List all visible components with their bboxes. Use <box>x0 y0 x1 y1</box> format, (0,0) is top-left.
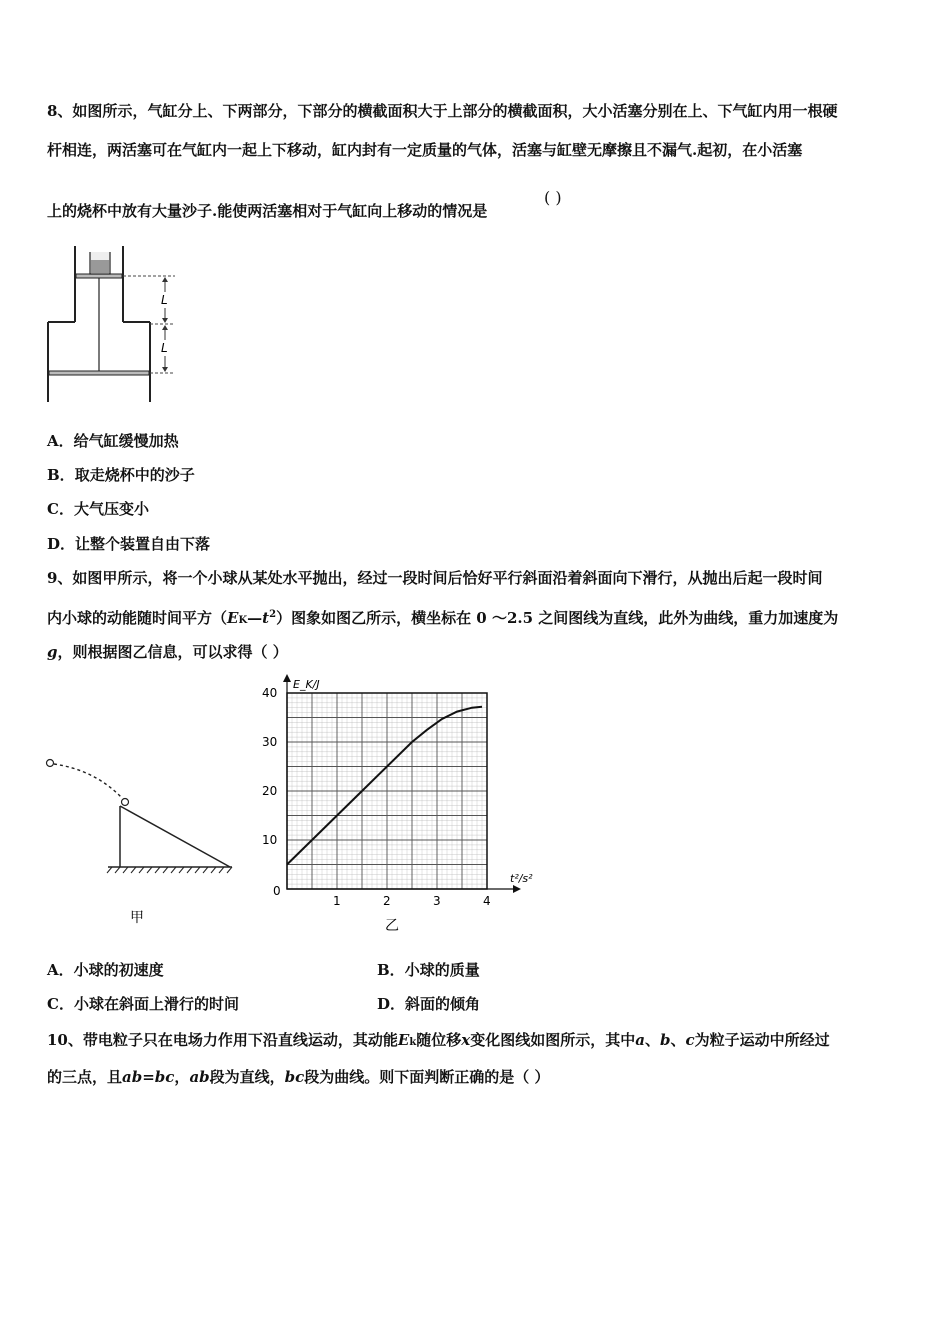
series-ek-line <box>287 707 482 865</box>
option-text: 小球的初速度 <box>73 961 164 979</box>
option-text: 让整个装置自由下落 <box>75 535 211 553</box>
option-text: 小球的质量 <box>404 961 480 979</box>
q8-option-b[interactable] <box>47 465 195 485</box>
figure-jia-label: 甲 <box>130 910 144 926</box>
q9-line-3: g，则根据图乙信息，可以求得（ ） <box>47 643 288 661</box>
y-axis-arrow <box>283 674 291 682</box>
option-letter: A． <box>47 432 74 450</box>
y-tick-label: 30 <box>262 735 278 749</box>
option-text: 小球在斜面上滑行的时间 <box>73 995 239 1013</box>
x-axis-arrow <box>513 885 521 893</box>
option-letter: B． <box>47 466 75 484</box>
q8-line-2: 杆相连，两活塞可在气缸内一起上下移动，缸内封有一定质量的气体，活塞与缸壁无摩擦且不漏气.起初，在小活塞 <box>47 141 803 159</box>
option-letter: D． <box>377 995 406 1013</box>
option-text: 给气缸缓慢加热 <box>73 432 179 450</box>
q9-line-1: 9、如图甲所示，将一个小球从某处水平抛出，经过一段时间后恰好平行斜面沿着斜面向下滑行，从抛出后起一段时间 <box>47 569 823 587</box>
q8-line-3: 上的烧杯中放有大量沙子.能使两活塞相对于气缸向上移动的情况是 <box>47 202 488 220</box>
x-tick-label: 1 <box>333 894 341 908</box>
q9-option-d[interactable] <box>377 994 480 1014</box>
option-letter: C． <box>47 500 74 518</box>
x-axis-label: t²/s² <box>510 872 533 885</box>
x-tick-label: 3 <box>433 894 441 908</box>
q9-option-c[interactable] <box>47 994 239 1014</box>
q8-option-c[interactable] <box>47 499 149 519</box>
q9-line-2: 内小球的动能随时间平方$(EK—t^2)$图象如图乙所示，横坐标在 0 ～2.5 之间图线为直线，此外为曲线，重力加速度为 <box>47 609 839 627</box>
option-text: 取走烧杯中的沙子 <box>74 466 195 484</box>
origin-label: 0 <box>273 884 281 898</box>
x-tick-label: 2 <box>383 894 391 908</box>
q9-option-a[interactable] <box>47 960 164 980</box>
length-label-lower: L <box>161 341 168 355</box>
cylinder-figure <box>40 240 190 410</box>
x-tick-label: 4 <box>483 894 491 908</box>
option-letter: C． <box>47 995 74 1013</box>
option-text: 大气压变小 <box>73 500 149 518</box>
q10-line-1: 10、带电粒子只在电场力作用下沿直线运动，其动能Ek随位移x变化图线如图所示，其中a、b、c为粒子运动中所经过 <box>47 1031 830 1049</box>
y-tick-label: 40 <box>262 686 278 700</box>
length-label-upper: L <box>161 293 168 307</box>
q8-line-1: 8、如图所示，气缸分上、下两部分，下部分的横截面积大于上部分的横截面积，大小活塞分别在上、下气缸内用一根硬 <box>47 102 838 120</box>
y-axis-label: E_K/J <box>293 678 320 691</box>
q8-option-a[interactable] <box>47 431 179 451</box>
q8-option-d[interactable] <box>47 534 210 554</box>
option-letter: B． <box>377 961 405 979</box>
q10-line-2: 的三点，且ab=bc，ab段为直线，bc段为曲线。则下面判断正确的是（ ） <box>47 1068 550 1086</box>
y-tick-label: 10 <box>262 833 278 847</box>
option-text: 斜面的倾角 <box>405 995 481 1013</box>
projectile-figure <box>40 750 250 935</box>
option-letter: A． <box>47 961 74 979</box>
q8-answer-paren: ( ) <box>544 188 562 207</box>
ek-t2-chart <box>255 670 545 940</box>
figure-yi-label: 乙 <box>385 918 399 934</box>
y-tick-label: 20 <box>262 784 278 798</box>
option-letter: D． <box>47 535 76 553</box>
q9-option-b[interactable] <box>377 960 480 980</box>
